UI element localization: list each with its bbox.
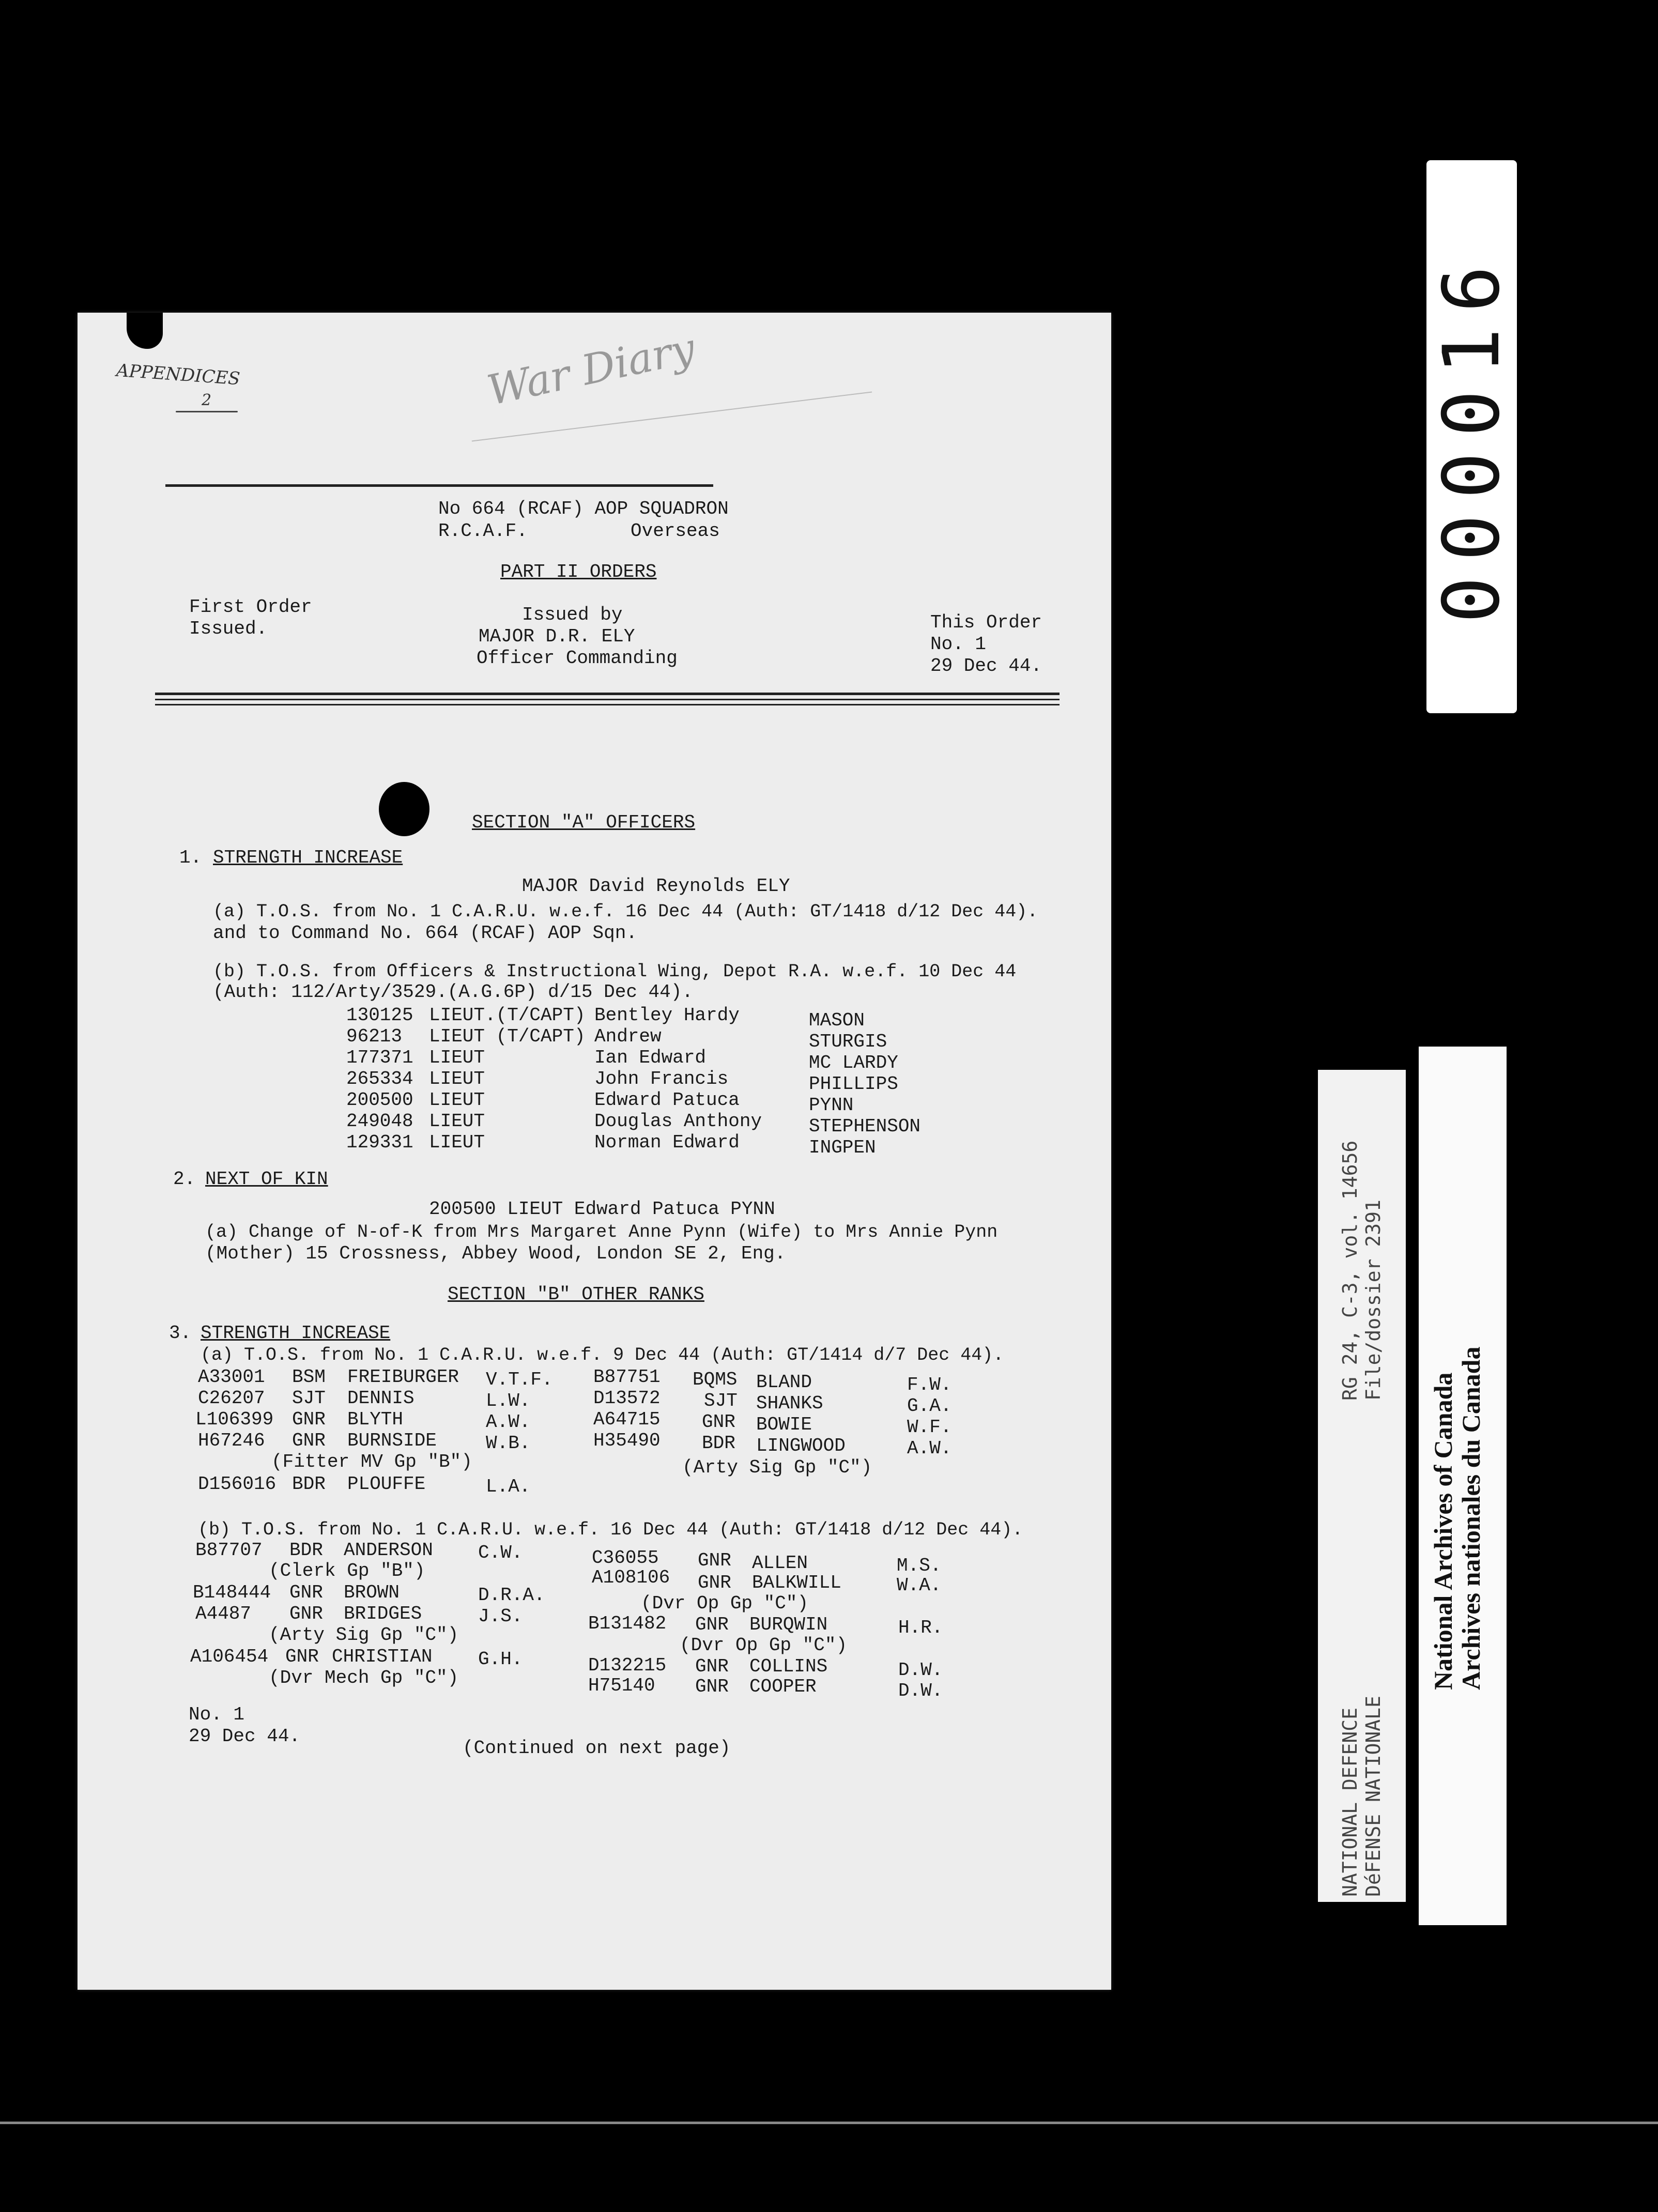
rank: GNR [695,1656,729,1677]
section-a-b-line-2: (Auth: 112/Arty/3529.(A.G.6P) d/15 Dec 44). [213,981,693,1003]
officer-number: 177371 [346,1047,413,1068]
trade-group: (Dvr Op Gp "C") [641,1593,809,1614]
officer-first-name: Edward Patuca [594,1089,740,1111]
initials: D.W. [898,1680,943,1701]
trade-group: (Fitter MV Gp "B") [271,1451,472,1472]
rank: GNR [289,1603,323,1624]
archive-reference-line-1: RG 24, C-3, vol. 14656 [1339,1140,1361,1401]
unit-line-1: No 664 (RCAF) AOP SQUADRON [438,498,729,519]
war-diary-annotation: War Diary [483,324,699,415]
item-3-number: 3. [169,1323,192,1344]
officer-surname: STEPHENSON [809,1116,921,1137]
surname: FREIBURGER [347,1366,459,1388]
service-number: L106399 [195,1409,274,1430]
rank: GNR [695,1614,729,1635]
service-number: A4487 [195,1603,252,1624]
service-number: H67246 [198,1430,265,1451]
trade-group: (Dvr Mech Gp "C") [269,1667,459,1688]
officer-number: 249048 [346,1111,413,1132]
officer-first-name: John Francis [594,1068,729,1089]
officer-rank: LIEUT [429,1089,485,1111]
rank: GNR [292,1430,326,1451]
appendices-annotation: APPENDICES [115,360,241,390]
officer-number: 129331 [346,1132,413,1153]
kin-name: 200500 LIEUT Edward Patuca PYNN [429,1199,775,1220]
surname: COOPER [749,1676,817,1697]
first-order-line-1: First Order [189,596,312,618]
trade-group: (Dvr Op Gp "C") [680,1635,848,1656]
officer-number: 265334 [346,1068,413,1089]
kin-line-1: (a) Change of N-of-K from Mrs Margaret Anne Pynn (Wife) to Mrs Annie Pynn [205,1222,998,1242]
service-number: A33001 [198,1366,265,1388]
unit-line-2-left: R.C.A.F. [438,520,528,542]
surname: ALLEN [752,1553,808,1574]
initials: W.A. [897,1575,942,1596]
officer-first-name: Douglas Anthony [594,1111,762,1132]
section-a-a-line-2: and to Command No. 664 (RCAF) AOP Sqn. [213,923,637,944]
officer-first-name: Ian Edward [594,1047,707,1068]
issued-by-line-1: Issued by [522,604,623,625]
officer-rank: LIEUT [429,1132,485,1153]
major-line: MAJOR David Reynolds ELY [522,875,790,897]
trade-group: (Clerk Gp "B") [269,1560,425,1581]
initials: W.F. [907,1417,952,1438]
rank: GNR [292,1409,326,1430]
initials: L.W. [486,1390,531,1411]
officer-surname: PYNN [809,1095,854,1116]
footer-order-number: No. 1 [189,1704,245,1725]
this-order-line-2: No. 1 [930,634,987,655]
officer-number: 96213 [346,1026,403,1047]
service-number: H35490 [593,1430,661,1451]
archive-reference-strip [1318,1070,1406,1902]
service-number: B148444 [193,1582,271,1603]
appendices-number: 2 [202,391,212,409]
officer-rank: LIEUT [429,1068,485,1089]
surname: CHRISTIAN [332,1646,433,1667]
issued-by-line-2: MAJOR D.R. ELY [479,626,635,647]
kin-line-2: (Mother) 15 Crossness, Abbey Wood, London SE 2, Eng. [205,1243,786,1264]
surname: COLLINS [749,1656,828,1677]
rank: BQMS [693,1369,738,1390]
document-title: PART II ORDERS [500,561,657,582]
section-a-title: SECTION "A" OFFICERS [472,812,696,833]
trade-group: (Arty Sig Gp "C") [682,1457,872,1478]
section-a-b-line-1: (b) T.O.S. from Officers & Instructional Wing, Depot R.A. w.e.f. 10 Dec 44 [213,961,1017,982]
archive-reference-line-2: File/dossier 2391 [1362,1200,1385,1401]
surname: BURQWIN [749,1614,828,1635]
header-bottom-rule-2 [155,699,1060,700]
service-number: B131482 [588,1613,667,1634]
surname: BALKWILL [752,1572,841,1593]
rank: BDR [702,1433,735,1454]
punch-hole [379,782,429,836]
footer-date: 29 Dec 44. [189,1726,301,1747]
rank: GNR [695,1676,729,1697]
surname: DENNIS [347,1388,414,1409]
department-line-1: NATIONAL DEFENCE [1339,1707,1361,1897]
appendices-underline [176,411,238,412]
officer-surname: MASON [809,1010,865,1031]
archives-name-english: National Archives of Canada [1429,1372,1457,1690]
surname: BRIDGES [344,1603,422,1624]
this-order-line-3: 29 Dec 44. [930,655,1042,677]
page-number: 000016 [1426,250,1517,623]
initials: H.R. [898,1617,943,1638]
surname: ANDERSON [344,1540,433,1561]
rank: GNR [698,1550,731,1571]
service-number: A64715 [593,1409,661,1430]
service-number: A108106 [592,1567,670,1588]
initials: L.A. [486,1476,531,1497]
officer-first-name: Andrew [594,1026,662,1047]
initials: G.A. [907,1395,952,1417]
first-order-line-2: Issued. [189,618,268,639]
service-number: D132215 [588,1655,667,1676]
officer-surname: STURGIS [809,1031,887,1052]
initials: D.W. [898,1660,943,1681]
section-b-b-line: (b) T.O.S. from No. 1 C.A.R.U. w.e.f. 16 Dec 44 (Auth: GT/1418 d/12 Dec 44). [198,1519,1023,1540]
rank: GNR [702,1411,735,1433]
surname: BLYTH [347,1409,404,1430]
header-bottom-rule-1 [155,693,1060,695]
this-order-line-1: This Order [930,612,1042,633]
item-2-number: 2. [173,1169,196,1190]
department-line-2: DéFENSE NATIONALE [1362,1696,1385,1897]
ink-blot [127,313,163,349]
service-number: H75140 [588,1675,655,1696]
rank: BSM [292,1366,326,1388]
service-number: B87751 [593,1366,661,1388]
service-number: C26207 [198,1388,265,1409]
item-1-number: 1. [179,847,202,868]
surname: LINGWOOD [756,1435,846,1456]
service-number: D13572 [593,1388,661,1409]
section-b-a-line: (a) T.O.S. from No. 1 C.A.R.U. w.e.f. 9 Dec 44 (Auth: GT/1414 d/7 Dec 44). [201,1345,1004,1365]
initials: V.T.F. [486,1369,553,1390]
scanner-edge-line [0,2122,1658,2124]
surname: BROWN [344,1582,400,1603]
officer-first-name: Bentley Hardy [594,1005,740,1026]
officer-number: 200500 [346,1089,413,1111]
section-b-title: SECTION "B" OTHER RANKS [448,1284,704,1305]
trade-group: (Arty Sig Gp "C") [269,1624,459,1646]
officer-first-name: Norman Edward [594,1132,740,1153]
issued-by-line-3: Officer Commanding [477,648,678,669]
rank: SJT [292,1388,326,1409]
initials: F.W. [907,1374,952,1395]
officer-surname: PHILLIPS [809,1073,898,1095]
officer-surname: INGPEN [809,1137,876,1158]
header-bottom-rule-3 [155,704,1060,705]
footer-continued: (Continued on next page) [463,1738,731,1759]
service-number: B87707 [195,1540,263,1561]
rank: GNR [698,1572,731,1593]
section-a-a-line-1: (a) T.O.S. from No. 1 C.A.R.U. w.e.f. 16 Dec 44 (Auth: GT/1418 d/12 Dec 44). [213,901,1038,922]
initials: A.W. [486,1411,531,1433]
officer-rank: LIEUT [429,1047,485,1068]
officer-surname: MC LARDY [809,1052,898,1073]
officer-number: 130125 [346,1005,413,1026]
service-number: C36055 [592,1547,659,1569]
officer-rank: LIEUT.(T/CAPT) [429,1005,586,1026]
surname: BLAND [756,1372,812,1393]
header-top-rule [165,484,713,487]
initials: A.W. [907,1438,952,1459]
archives-name-french: Archives nationales du Canada [1456,1346,1485,1690]
rank: GNR [289,1582,323,1603]
rank: SJT [704,1390,738,1411]
surname: PLOUFFE [347,1473,426,1495]
surname: BURNSIDE [347,1430,437,1451]
surname: SHANKS [756,1393,823,1414]
rank: GNR [285,1646,319,1667]
service-number: D156016 [198,1473,277,1495]
item-1-heading: STRENGTH INCREASE [213,847,403,868]
initials: D.R.A. [478,1585,545,1606]
item-3-heading: STRENGTH INCREASE [201,1323,391,1344]
page-number-stamp [1426,160,1517,713]
initials: G.H. [478,1649,523,1670]
rank: BDR [289,1540,323,1561]
initials: M.S. [897,1555,942,1576]
archives-name-strip [1419,1047,1507,1925]
initials: C.W. [478,1542,523,1563]
initials: W.B. [486,1433,531,1454]
rank: BDR [292,1473,326,1495]
officer-rank: LIEUT (T/CAPT) [429,1026,586,1047]
officer-rank: LIEUT [429,1111,485,1132]
unit-line-2-right: Overseas [631,520,720,542]
item-2-heading: NEXT OF KIN [205,1169,328,1190]
surname: BOWIE [756,1414,812,1435]
service-number: A106454 [190,1646,269,1667]
initials: J.S. [478,1606,523,1627]
